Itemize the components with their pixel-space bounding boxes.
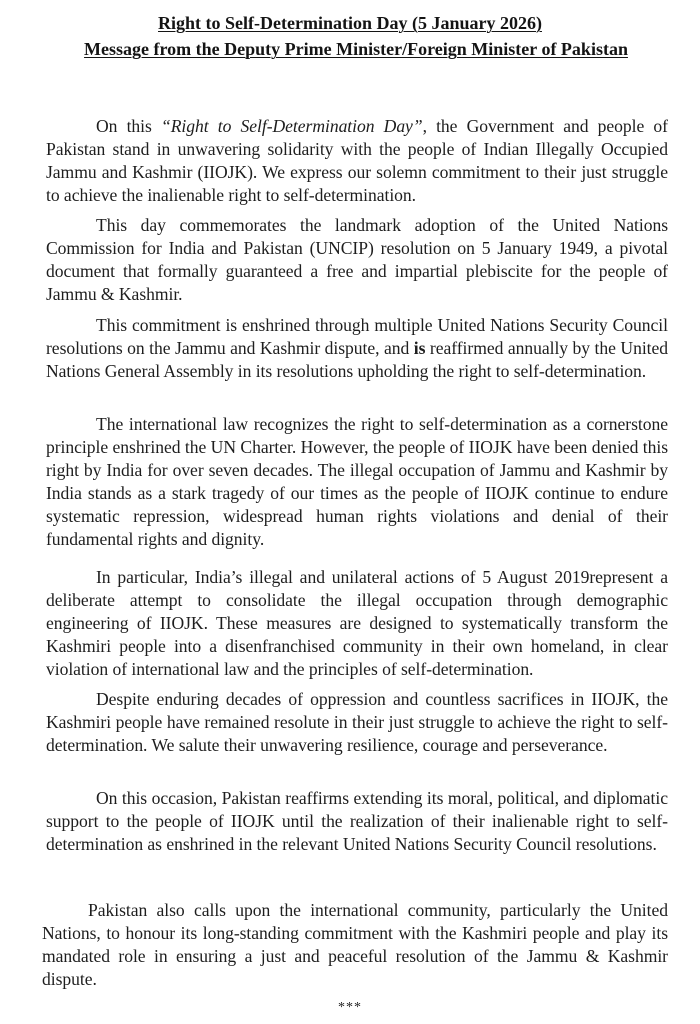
paragraph-international-law: The international law recognizes the right to self-determination as a cornerstone principle enshrined the UN Charter. However, the people of IIOJK have been denied this right by India for over seven decades. The illegal occupation of Jammu and Kashmir by India stands as a stark tragedy of our times as the people of IIOJK continue to endure systematic repression, widespread human rights violations and denial of their fundamental rights and dignity. (46, 414, 668, 549)
paragraph-call-to-community: Pakistan also calls upon the international community, particularly the United Nations, to honour its long-standing commitment with the Kashmiri people and play its mandated role in ensuring a just and peaceful resolution of the Jammu & Kashmir dispute. (42, 900, 668, 989)
paragraph-commitment (46, 314, 668, 383)
paragraph-resilience: Despite enduring decades of oppression and countless sacrifices in IIOJK, the Kashmiri people have remained resolute in their just struggle to achieve the right to self-determination. We salute their unwavering resilience, courage and perseverance. (46, 689, 668, 755)
paragraph-support: On this occasion, Pakistan reaffirms extending its moral, political, and diplomatic support to the people of IIOJK until the realization of their inalienable right to self-determination as enshrined in the relevant United Nations Security Council resolutions. (46, 788, 668, 854)
bold-is: is (413, 338, 426, 358)
paragraph-commitment-rest: reaffirmed annually by the United Nations General Assembly in its resolutions upholding the right to self-determination. (46, 338, 668, 381)
end-mark: *** (338, 1000, 362, 1015)
paragraph-opening-rest: , the Government and people of Pakistan stand in unwavering solidarity with the people of Indian Illegally Occupied Jammu and Kashmir (IIOJK). We express our solemn commitment to their just struggle to achieve the inalienable right to self-determination. (46, 116, 668, 205)
paragraph-commitment-lead: This commitment is enshrined through multiple United Nations Security Council resolutions on the Jammu and Kashmir dispute, and (46, 315, 668, 358)
paragraph-uncip: This day commemorates the landmark adoption of the United Nations Commission for India and Pakistan (UNCIP) resolution on 5 January 1949, a pivotal document that formally guaranteed a free and impartial plebiscite for the people of Jammu & Kashmir. (46, 215, 668, 304)
document-subtitle: Message from the Deputy Prime Minister/Foreign Minister of Pakistan (84, 39, 628, 59)
paragraph-august-2019: In particular, India’s illegal and unilateral actions of 5 August 2019represent a deliberate attempt to consolidate the illegal occupation through demographic engineering of IIOJK. These measures are designed to systematically transform the Kashmiri people into a disenfranchised community in their own homeland, in clear violation of international law and the principles of self-determination. (46, 567, 668, 679)
paragraph-opening-lead: On this (96, 116, 161, 136)
document-title: Right to Self-Determination Day (5 January 2026) (158, 13, 542, 33)
day-name-emphasis: “Right to Self-Determination Day” (160, 116, 423, 136)
paragraph-opening (46, 115, 668, 207)
